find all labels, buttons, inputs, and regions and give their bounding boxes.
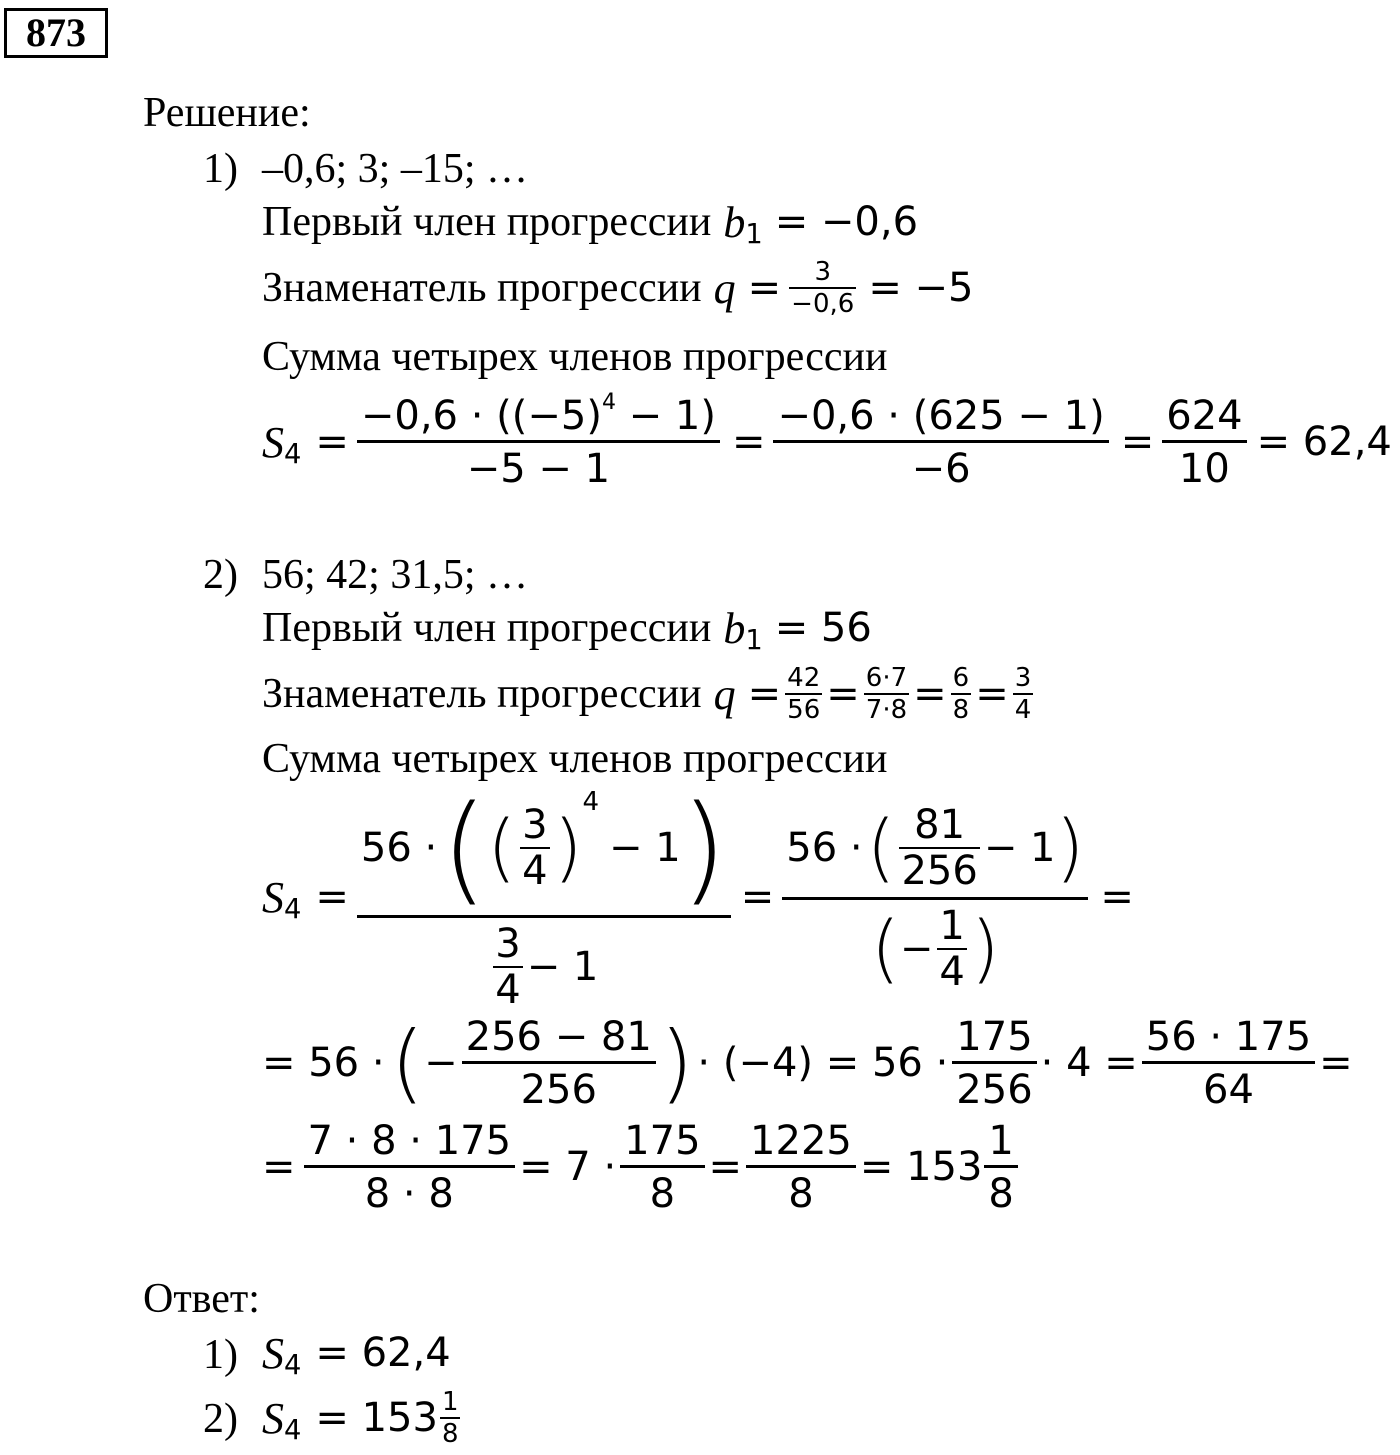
part2-fraction-1: [357, 778, 731, 1013]
fraction-denominator: 8: [620, 1165, 704, 1214]
fraction-denominator: 8: [746, 1165, 856, 1214]
part2-ratio-fraction: [951, 665, 972, 723]
expression-part: · 4 =: [1040, 1040, 1138, 1086]
fraction-numerator: 1: [988, 1117, 1014, 1164]
minus-sign: −: [899, 925, 934, 972]
open-paren: (: [390, 1013, 425, 1113]
answer-2: [262, 1384, 464, 1452]
fraction-numerator: 1: [441, 1387, 459, 1417]
close-paren: ): [970, 905, 1000, 992]
expression-part: = 153: [859, 1144, 983, 1190]
expression-part: = 56 ·: [262, 1040, 385, 1086]
numerator-part: − 1): [615, 392, 716, 439]
fraction-numerator: −0,6 · (625 − 1): [777, 392, 1105, 439]
part2-sum-line-1: [262, 778, 1134, 1013]
part1-first-term-value: = −0,6: [774, 199, 919, 245]
part2-first-term: [262, 603, 872, 656]
inner-fraction: [937, 902, 966, 995]
fraction-denominator: −6: [773, 440, 1108, 489]
fraction-denominator: 64: [1142, 1061, 1315, 1110]
equals: =: [1319, 1040, 1353, 1086]
equals: =: [740, 874, 775, 920]
part2-first-term-value: = 56: [774, 605, 872, 651]
fraction-denominator: 10: [1162, 440, 1246, 489]
fraction-numerator: 256 − 81: [465, 1013, 652, 1060]
inner-fraction: [899, 801, 979, 894]
s4-symbol: S4: [262, 1393, 302, 1446]
fraction-numerator: [357, 778, 731, 917]
part2-ratio-fraction: [785, 665, 822, 723]
numerator-part: 56 ·: [360, 824, 438, 871]
fraction-numerator: 175: [956, 1013, 1033, 1060]
answer-heading: Ответ:: [143, 1276, 260, 1322]
part2-sum-line-3: [262, 1114, 1022, 1220]
numerator-part: −0,6 · ((−5): [360, 392, 602, 439]
part2-sum-text: Сумма четырех членов прогрессии: [262, 736, 888, 782]
equals: =: [975, 671, 1009, 717]
fraction-denominator: 7·8: [865, 695, 908, 725]
part2-l3-fraction-3: [746, 1117, 856, 1217]
fraction-denominator: 56: [787, 695, 821, 725]
fraction-numerator: 1225: [750, 1117, 852, 1164]
fraction-denominator: 8: [952, 695, 970, 725]
part1-sum-formula: [262, 388, 1392, 496]
part2-fraction-2: [782, 801, 1088, 995]
answer-1-value: = 62,4: [315, 1330, 451, 1376]
inner-fraction: [493, 920, 522, 1013]
part2-ratio-fraction: [1013, 665, 1034, 723]
answer-2-label: 2): [203, 1396, 238, 1442]
fraction-numerator: [782, 803, 1088, 897]
part2-first-term-text: Первый член прогрессии: [262, 605, 712, 651]
part1-fraction-1: [357, 389, 720, 492]
part1-fraction-3: [1162, 392, 1246, 492]
part2-label: 2): [203, 552, 238, 598]
equals: =: [826, 671, 860, 717]
fraction-denominator: 4: [522, 847, 548, 894]
fraction-denominator: 8: [441, 1419, 459, 1449]
fraction-numerator: 42: [787, 663, 821, 693]
equals: =: [262, 1144, 296, 1190]
numerator-part: − 1: [983, 824, 1056, 871]
exponent: 4: [582, 786, 599, 817]
problem-number: 873: [4, 8, 108, 58]
fraction-numerator: 56 · 175: [1145, 1013, 1312, 1060]
part2-l2-fraction-1: [462, 1013, 656, 1113]
part2-ratio: [262, 656, 1037, 732]
s4-symbol: S4: [262, 872, 302, 925]
fraction-numerator: 81: [914, 801, 966, 848]
fraction-numerator: 624: [1166, 392, 1243, 439]
equals: =: [1120, 419, 1155, 465]
fraction-denominator: 256: [462, 1061, 656, 1110]
part2-l2-fraction-2: [952, 1013, 1036, 1113]
expression-part: = 7 ·: [519, 1144, 617, 1190]
exponent: 4: [601, 389, 616, 415]
part1-first-term-text: Первый член прогрессии: [262, 199, 712, 245]
equals: =: [315, 874, 349, 920]
fraction-numerator: 7 · 8 · 175: [307, 1117, 512, 1164]
denominator-part: − 1: [526, 943, 599, 990]
part1-ratio-text: Знаменатель прогрессии: [262, 265, 702, 311]
answer-1: [262, 1328, 451, 1381]
fraction-denominator: 8 · 8: [304, 1165, 516, 1214]
open-paren: (: [441, 778, 488, 917]
part1-result: = 62,4: [1256, 419, 1392, 465]
equals: =: [747, 265, 782, 311]
q-symbol: q: [713, 669, 736, 719]
fraction-denominator: −5 − 1: [357, 440, 720, 489]
expression-part: · (−4) = 56 ·: [697, 1040, 949, 1086]
fraction-denominator: 4: [495, 966, 521, 1013]
numerator-part: 56 ·: [786, 824, 863, 871]
part1-fraction-2: [773, 392, 1108, 492]
part2-sequence: 56; 42; 31,5; …: [262, 552, 529, 598]
fraction-denominator: 8: [984, 1165, 1017, 1214]
close-paren: ): [1055, 804, 1085, 891]
part2-ratio-fraction: [864, 665, 909, 723]
part1-ratio: [262, 250, 974, 326]
fraction-denominator: −0,6: [791, 289, 855, 319]
open-paren: (: [870, 905, 900, 992]
fraction-denominator: [782, 897, 1088, 995]
fraction-numerator: 3: [522, 801, 548, 848]
equals: =: [731, 419, 766, 465]
part2-l3-fraction-1: [304, 1117, 516, 1217]
close-paren: ): [680, 778, 727, 917]
mixed-fraction: [984, 1117, 1017, 1217]
answer-1-label: 1): [203, 1332, 238, 1378]
b1-symbol: b1: [723, 197, 763, 250]
part1-sum-text: Сумма четырех членов прогрессии: [262, 334, 888, 380]
fraction-numerator: 1: [939, 902, 965, 949]
fraction-denominator: 4: [939, 948, 965, 995]
equals: =: [747, 671, 782, 717]
s4-symbol: S4: [262, 1328, 302, 1381]
fraction-numerator: 3: [495, 920, 521, 967]
part2-l2-fraction-3: [1142, 1013, 1315, 1113]
equals: =: [1100, 874, 1134, 920]
answer-2-value: = 153: [315, 1395, 438, 1441]
fraction-denominator: 256: [901, 847, 978, 894]
fraction-numerator: 6·7: [865, 663, 908, 693]
equals: =: [708, 1144, 743, 1190]
s4-symbol: S4: [262, 417, 302, 470]
part1-label: 1): [203, 146, 238, 192]
numerator-part: − 1: [609, 824, 681, 871]
open-paren: (: [487, 804, 517, 891]
equals: =: [315, 419, 349, 465]
q-symbol: q: [713, 263, 736, 313]
open-paren: (: [866, 804, 896, 891]
answer-2-fraction: [440, 1389, 461, 1447]
part2-ratio-text: Знаменатель прогрессии: [262, 671, 702, 717]
part1-sequence: –0,6; 3; –15; …: [262, 146, 529, 192]
part1-ratio-fraction: [789, 259, 856, 317]
part2-l3-fraction-2: [620, 1117, 704, 1217]
close-paren: ): [659, 1013, 694, 1113]
part1-ratio-result: = −5: [868, 265, 974, 311]
fraction-numerator: 175: [624, 1117, 701, 1164]
part1-first-term: [262, 197, 919, 250]
fraction-numerator: 6: [952, 663, 970, 693]
equals: =: [913, 671, 947, 717]
fraction-numerator: [357, 389, 720, 440]
b1-symbol: b1: [723, 603, 763, 656]
close-paren: ): [553, 804, 583, 891]
inner-fraction: [520, 801, 549, 894]
solution-heading: Решение:: [143, 90, 311, 136]
fraction-denominator: 256: [952, 1061, 1036, 1110]
fraction-denominator: 4: [1014, 695, 1032, 725]
minus-sign: −: [424, 1040, 458, 1086]
fraction-denominator: [357, 915, 731, 1013]
fraction-numerator: 3: [814, 257, 832, 287]
fraction-numerator: 3: [1014, 663, 1032, 693]
part2-sum-line-2: [262, 1010, 1353, 1116]
